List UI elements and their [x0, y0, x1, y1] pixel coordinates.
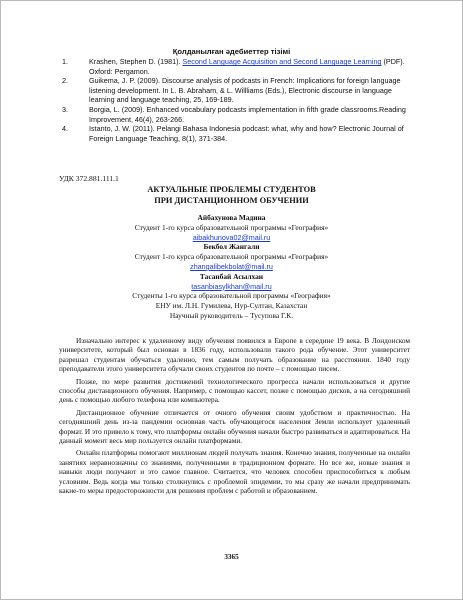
- author-name: Бекбол Жангали: [203, 242, 260, 252]
- body-paragraph: Онлайн платформы помогают миллионам людей получать знания. Конечно знания, полученные на онлайн занятиях неравнозначны со знаниями, полученными в традиционном формате. Но все же, новые знания и навыки люди получают и это самое главное. Считается, что человек способен приспособиться к любым условиям. Ведь когда мы только столкнулись с проблемой эпидемии, то мы сразу же начали предпринимать какие-то меры предосторожности для решения проблем с работой и образованием.: [59, 448, 410, 496]
- paper-title: [1, 185, 462, 206]
- reference-number: 2.: [62, 76, 68, 86]
- references-list: [62, 57, 412, 143]
- author-email-link[interactable]: aibakhunova02@mail.ru: [192, 232, 271, 242]
- group-affiliation: Студенты 1-го курса образовательной программы «География»: [132, 291, 331, 301]
- references-heading: Қолданылған әдебиеттер тізімі: [172, 47, 291, 56]
- body-paragraph: Дистанционное обучение отличается от очного обучения своим удобством и практичностью. На сегодняшний день из-за пандемии основная часть обучающегося населения Земли использует удаленный формат. И это привело к тому, что платформы онлайн обучения начали быстро развиваться и адаптироваться. На данный момент весь мир пользуется онлайн платформами.: [59, 407, 410, 446]
- reference-item: [62, 105, 412, 124]
- supervisor: Научный руководитель – Тусупова Г.К.: [169, 310, 294, 320]
- author-email-link[interactable]: zhangalibekbolat@mail.ru: [190, 261, 273, 271]
- paper-title-line: АКТУАЛЬНЫЕ ПРОБЛЕМЫ СТУДЕНТОВ: [147, 185, 316, 194]
- reference-text: Borgia, L. (2009). Enhanced vocabulary podcasts implementation in fifth grade classrooms.Reading Improvement, 46(4), 263-266.: [89, 104, 406, 124]
- reference-number: 4.: [62, 124, 68, 134]
- author-affiliation: Студент 1-го курса образовательной программы «География»: [134, 252, 329, 262]
- reference-link[interactable]: Second Language Acquisition and Second Language Learning: [182, 57, 382, 66]
- udk-code: УДК 372.881.111.1: [59, 174, 119, 183]
- author-name: Тасанбай Асылхан: [199, 271, 264, 281]
- authors-block: [1, 213, 462, 321]
- reference-text-tail: (PDF). Oxford: Pergamon.: [89, 57, 405, 76]
- reference-text: Istanto, J. W. (2011). Pelangi Bahasa Indonesia podcast: what, why and how? Electronic Journal of Foreign Language Teaching, 8(1), 371-384.: [89, 124, 404, 143]
- reference-text: Guikema, J. P. (2009). Discourse analysis of podcasts in French: Implications for foreign language listening development. In L. B. Abraham, & L. Willliams (Eds.), Electronic discourse in language learning and language teaching, 25, 169-189.: [89, 76, 401, 105]
- reference-item: [62, 57, 412, 76]
- body-paragraph: Изначально интерес к удаленному виду обучения появился в Европе в середине 19 века. В Лондонском университете, который был основан в 1836 году, использовали такого рода обучение. Этот университет разрешал студентам обучаться удаленно, тем самым получать образование на расстоянии. 1840 году преподаватели этого университета обучали своих студентов по почте – с помощью писем.: [59, 336, 410, 374]
- author-email-link[interactable]: tasanbiasylkhan@mail.ru: [191, 281, 272, 291]
- university: ЕНУ им. Л.Н. Гумилева, Нур-Султан, Казахстан: [155, 301, 308, 311]
- reference-number: 3.: [62, 104, 68, 114]
- author-affiliation: Студент 1-го курса образовательной программы «География»: [134, 222, 329, 232]
- reference-item: [62, 124, 412, 143]
- author-name: Айбахунова Мадина: [197, 213, 266, 222]
- reference-text: Krashen, Stephen D. (1981).: [89, 57, 183, 66]
- page-number: 3365: [224, 553, 239, 561]
- body-text: [59, 336, 410, 499]
- reference-number: 1.: [62, 57, 68, 66]
- reference-item: [62, 76, 412, 105]
- body-paragraph: Позже, по мере развития достижений технологического прогресса начали использоваться и другие способы дистанционного обучения. Например, с помощью кассет, позже с помощью дисков, а на сегодняшний день с помощью любого телефона или компьютера.: [59, 376, 410, 405]
- paper-title-line: ПРИ ДИСТАНЦИОННОМ ОБУЧЕНИИ: [154, 195, 309, 205]
